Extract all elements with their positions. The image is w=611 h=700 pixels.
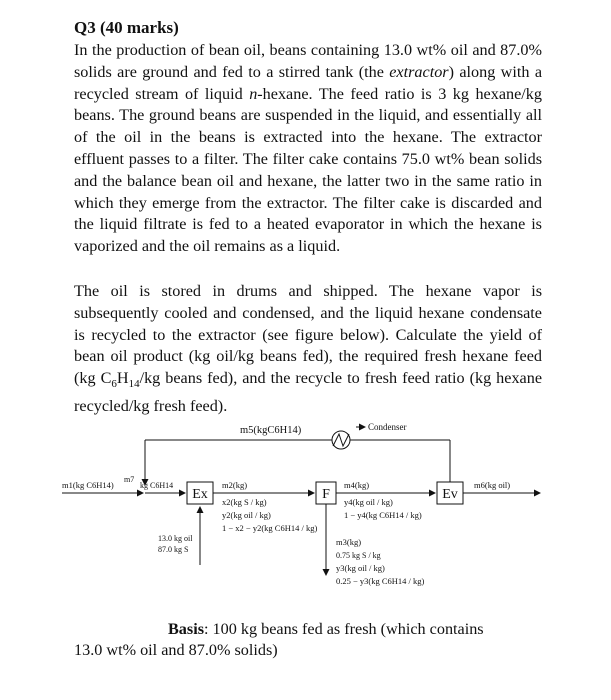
text-run: 6 — [111, 378, 117, 391]
m7-label: m7 — [124, 475, 135, 484]
f-out-hex-label: 1 − y4(kg C6H14 / kg) — [344, 510, 422, 520]
beans-oil-label: 13.0 kg oil — [158, 534, 193, 543]
oil-product-label: m6(kg oil) — [474, 480, 511, 490]
recycle-stream-label: m5(kgC6H14) — [240, 425, 302, 436]
text-run: In the production of bean oil, beans containing 13.0 wt% oil and 87.0% solids are ground and fed to a stirred tank (the — [74, 41, 542, 81]
f-out-m-label: m4(kg) — [344, 480, 370, 490]
text-run: -hexane. The feed ratio is 3 kg hexane/kg beans. The ground beans are suspended in the liquid, and essentially all of the oil in the beans is extracted into the hexane. The extractor effluent passes to a filter. The filter cake contains 75.0 wt% bean solids and the balance bean oil and hexane, the latter two in the same ratio in which they emerge from the extractor. The filter cake is discarded and the liquid filtrate is fed to a heated evaporator in which the hexane is vaporized and the oil remains as a liquid. — [74, 84, 542, 256]
ex-out-hex-label: 1 − x2 − y2(kg C6H14 / kg) — [222, 523, 318, 533]
text-run: The oil is stored in drums and shipped. The hexane vapor is subsequently cooled and condensed, and the liquid hexane condensate is recycled to the extractor (see figure below). Calculate the yield of bean oil product (kg oil/kg beans fed), the required fresh hexane feed (kg C — [74, 282, 542, 388]
filter-label: F — [322, 487, 330, 502]
beans-solids-label: 87.0 kg S — [158, 545, 189, 554]
cake-s-label: 0.75 kg S / kg — [336, 551, 381, 560]
extractor-label: Ex — [192, 487, 208, 502]
basis-line-1 — [168, 620, 484, 639]
f-out-oil-label: y4(kg oil / kg) — [344, 497, 393, 507]
cake-m-label: m3(kg) — [336, 537, 362, 547]
text-run: 14 — [128, 378, 140, 391]
cake-hex-label: 0.25 − y3(kg C6H14 / kg) — [336, 576, 425, 586]
condenser-label: Condenser — [368, 422, 407, 432]
text-run: n — [249, 84, 258, 103]
ex-out-m-label: m2(kg) — [222, 480, 248, 490]
basis-line-2: 13.0 wt% oil and 87.0% solids) — [74, 641, 278, 659]
hexane-to-extractor-label: kg C6H14 — [140, 481, 174, 490]
basis-line-1-text: : 100 kg beans fed as fresh (which contains — [204, 620, 484, 638]
evaporator-label: Ev — [442, 487, 458, 502]
text-run: /kg beans fed), and the recycle to fresh feed ratio (kg hexane recycled/kg fresh feed). — [74, 369, 543, 416]
ex-out-oil-label: y2(kg oil / kg) — [222, 510, 271, 520]
ex-out-s-label: x2(kg S / kg) — [222, 497, 267, 507]
fresh-hexane-label: m1(kg C6H14) — [62, 480, 114, 490]
text-run: extractor — [389, 62, 449, 81]
basis-label: Basis — [168, 620, 204, 638]
question-title: Q3 (40 marks) — [74, 18, 179, 37]
cake-oil-label: y3(kg oil / kg) — [336, 563, 385, 573]
text-run: ) along with a recycled stream of liquid — [74, 62, 543, 103]
text-run: H — [116, 369, 129, 388]
